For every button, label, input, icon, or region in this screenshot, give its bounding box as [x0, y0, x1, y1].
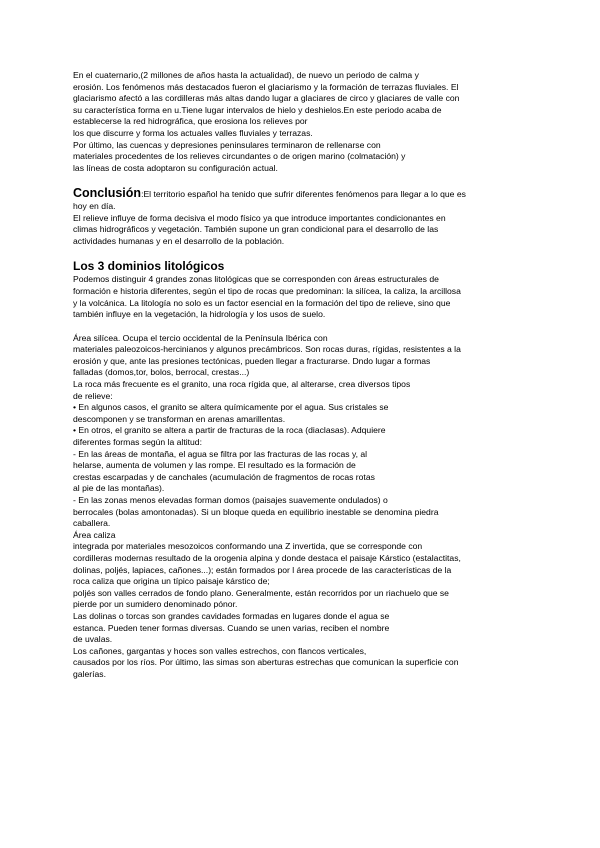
text-line: - En las zonas menos elevadas forman domos (paisajes suavemente ondulados) o	[73, 495, 388, 505]
spacer	[73, 174, 533, 186]
text-line: erosión. Los fenómenos más destacados fueron el glaciarismo y la formación de terrazas fluviales. El	[73, 81, 459, 92]
conclusion-heading: Conclusión	[73, 186, 142, 201]
text-line: de relieve:	[73, 390, 113, 401]
spacer	[73, 247, 533, 259]
text-line: - En las áreas de montaña, el agua se filtra por las fracturas de las rocas y, al	[73, 448, 368, 459]
text-line: Podemos distinguir 4 grandes zonas litológicas que se corresponden con áreas estructurales de	[73, 274, 439, 285]
text-line: poljés son valles cerrados de fondo plano. Generalmente, están recorridos por un riachuelo que se	[73, 587, 449, 598]
document-page	[73, 70, 533, 681]
text-line: Área silícea. Ocupa el tercio occidental de la Península Ibérica con	[73, 332, 328, 343]
text-line: glaciarismo afectó a las cordilleras más altas dando lugar a glaciares de circo y glaciares de valle con	[73, 93, 460, 104]
text-line: • En algunos casos, el granito se altera químicamente por el agua. Sus cristales se	[73, 402, 389, 413]
dominios-body	[73, 274, 533, 320]
text-line: helarse, aumenta de volumen y las rompe. El resultado es la formación de	[73, 460, 356, 471]
text-line: estanca. Pueden tener formas diversas. Cuando se unen varias, reciben el nombre	[73, 622, 390, 633]
text-line: cordilleras modernas resultado de la orogenia alpina y donde destaca el paisaje Kárstico (estalactitas,	[73, 552, 461, 563]
text-line: berrocales (bolas amontonadas). Si un bloque queda en equilibrio inestable se denomina piedra	[73, 506, 439, 517]
text-line: su característica forma en u.Tiene lugar intervalos de hielo y deshielos.En este periodo acaba de	[73, 104, 442, 115]
text-line: las líneas de costa adoptaron su configuración actual.	[73, 162, 278, 173]
text-line: galerías.	[73, 668, 106, 679]
text-line: materiales paleozoicos-hercinianos y algunos precámbricos. Son rocas duras, rígidas, resistentes a la	[73, 344, 461, 355]
text-line: formación e historia diferentes, según el tipo de rocas que predominan: la silícea, la caliza, la arcillosa	[73, 285, 461, 296]
text-line: Área caliza	[73, 529, 116, 540]
text-line: los que discurre y forma los actuales valles fluviales y terrazas.	[73, 127, 313, 138]
dominios-heading: Los 3 dominios litológicos	[73, 259, 225, 274]
text-line: caballera.	[73, 518, 111, 529]
conclusion-body	[73, 201, 533, 247]
text-line: y la volcánica. La litología no solo es un factor esencial en la formación del tipo de relieve, sino que	[73, 297, 451, 308]
text-line: causados por los ríos. Por último, las simas son aberturas estrechas que comunican la superficie con	[73, 657, 459, 668]
text-line: hoy en día.	[73, 200, 116, 211]
text-line: Por último, las cuencas y depresiones peninsulares terminaron de rellenarse con	[73, 139, 381, 150]
text-line: materiales procedentes de los relieves circundantes o de origen marino (colmatación) y	[73, 151, 406, 162]
conclusion-section	[73, 186, 533, 247]
text-line: de uvalas.	[73, 634, 113, 645]
text-line: climas hidrográficos y vegetación. También supone un gran condicional para el desarrollo de las	[73, 224, 439, 235]
text-line: al pie de las montañas).	[73, 483, 165, 494]
dominios-section	[73, 259, 533, 320]
text-line: roca caliza que origina un típico paisaje kárstico de;	[73, 576, 270, 587]
text-line: Los cañones, gargantas y hoces son valles estrechos, con flancos verticales,	[73, 645, 367, 656]
text-line: establecerse la red hidrográfica, que erosiona los relieves por	[73, 116, 308, 127]
text-line: • En otros, el granito se altera a partir de fracturas de la roca (diaclasas). Adquiere	[73, 425, 386, 436]
text-line: integrada por materiales mesozoicos conformando una Z invertida, que se corresponde con	[73, 541, 423, 552]
paragraph-cuaternario	[73, 70, 533, 174]
text-line: dolinas, poljés, lapiaces, cañones...); están formados por l área procede de las características de la	[73, 564, 452, 575]
text-line: descomponen y se transforman en arenas amarillentas.	[73, 413, 286, 424]
text-line: erosión y que, ante las presiones tectónicas, pueden llegar a fracturarse. Dndo lugar a formas	[73, 355, 431, 366]
spacer	[73, 321, 533, 333]
conclusion-colon: :	[141, 189, 144, 200]
text-line: actividades humanas y en el desarrollo de la población.	[73, 235, 285, 246]
text-line: La roca más frecuente es el granito, una roca rígida que, al alterarse, crea diversos tipos	[73, 379, 411, 390]
conclusion-first-line: El territorio español ha tenido que sufrir diferentes fenómenos para llegar a lo que es	[143, 189, 466, 200]
conclusion-heading-row	[73, 186, 533, 201]
text-line: El relieve influye de forma decisiva el modo físico ya que introduce importantes condicionantes en	[73, 212, 446, 223]
text-line: diferentes formas según la altitud:	[73, 437, 202, 448]
text-line: pierde por un sumidero denominado pónor.	[73, 599, 238, 610]
text-line: En el cuaternario,(2 millones de años hasta la actualidad), de nuevo un periodo de calma y	[73, 70, 419, 80]
text-line: Las dolinas o torcas son grandes cavidades formadas en lugares donde el agua se	[73, 610, 390, 621]
text-line: falladas (domos,tor, bolos, berrocal, crestas...)	[73, 367, 250, 378]
areas-body	[73, 333, 533, 681]
text-line: crestas escarpadas y de canchales (acumulación de fragmentos de rocas rotas	[73, 471, 375, 482]
text-line: también influye en la vegetación, la hidrología y los usos de suelo.	[73, 309, 326, 320]
